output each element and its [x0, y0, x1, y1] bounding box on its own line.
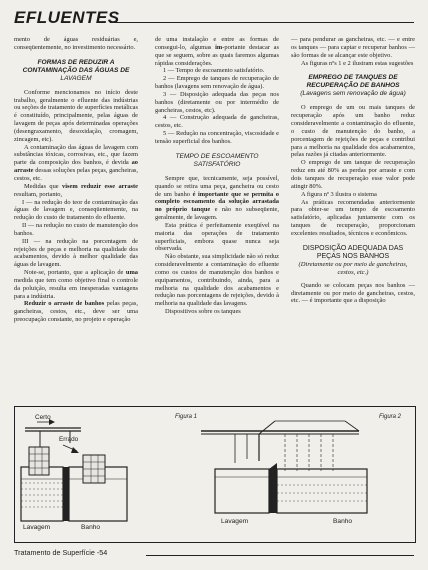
paragraph: Note-se, portanto, que a aplicação de uma medida que tem como objetivo final o controle da poluição, resulta em inesperadas vantagens para a indústria.	[14, 269, 138, 300]
section-title: EFLUENTES	[14, 8, 120, 27]
lavagem-label-2: Lavagem	[221, 518, 249, 525]
fig1-tank-banho	[69, 455, 127, 521]
fig2-tank-banho	[277, 469, 367, 513]
paragraph: A contaminação das águas de lavagem com substâncias tóxicas, corrosivas, etc., que fazem parte da composição dos banhos, é devida ao arraste dessas soluções pelas peças, gancheiras, cestos, etc.	[14, 143, 138, 182]
list-item: 5 — Redução na concentração, viscosidade e tensão superficial dos banhos.	[155, 130, 279, 145]
text-column-2	[155, 36, 279, 316]
list-item: 4 — Construção adequada de gancheiras, cestos, etc.	[155, 114, 279, 130]
footer-text: Tratamento de Superfície -54	[14, 548, 108, 557]
fig2-gancheira	[201, 421, 359, 463]
paragraph: mento de águas residuárias e, conseqüentemente, no investimento necessário.	[14, 36, 138, 51]
certo-label: Certo	[35, 414, 51, 421]
fig2-caption: Figura 2	[379, 414, 402, 420]
text-column-1	[14, 36, 138, 324]
paragraph: Sempre que, tecnicamente, seja possível, quando se retira uma peça, gancheira ou cesto de um banho é importante que se permita o completo escoamento da solução arrastada no próprio tanque e não no subseqüente, geralmente, de lavagem.	[155, 174, 280, 222]
tank-divider	[63, 467, 69, 521]
paragraph: Esta prática é perfeitamente exeqüível na maioria das operações de tratamento superficiais, embora quase nunca seja observada.	[155, 221, 279, 253]
section-subheading: (Diretamente ou por meio de gancheiras, cestos, etc.)	[298, 260, 408, 276]
paragraph: Quando se colocam peças nos banhos — diretamente ou por meio de gancheiras, cestos, etc. — é importante que a disposição	[291, 281, 415, 305]
list-item: II — na redução no custo de manutenção dos banhos.	[14, 222, 138, 237]
section-heading: EMPREGO DE TANQUES DE RECUPERAÇÃO DE BANHOS (Lavagens sem renovação de água)	[300, 74, 406, 98]
fig2-tank-lavagem	[215, 469, 269, 513]
list-item: I — na redução do teor de contaminação das águas de lavagem e, conseqüentemente, na redução do custo de tratamento do efluente.	[14, 198, 138, 222]
list-item: III — na redução na porcentagem de rejeições de peças e melhoria na qualidade dos acabamentos, devido à melhor qualidade das águas de lavagem.	[14, 237, 138, 269]
section-heading: TEMPO DE ESCOAMENTO SATISFATÓRIO	[175, 152, 259, 168]
paragraph: O emprego de um tanque de recuperação reduz em até 80% as perdas por arraste e com dois tanques de recuperação esse valor pode atingir 80%.	[291, 159, 415, 190]
list-item: 1 — Tempo de escoamento satisfatório.	[163, 67, 265, 75]
page-header	[14, 8, 414, 30]
paragraph: As práticas recomendadas anteriormente para obter-se um tempo de escoamento satisfatório, aplicadas juntamente com os tanques de recuperação, proporcionam excelentes resultados, técnicos e econômicos.	[291, 198, 415, 237]
section-heading: FORMAS DE REDUZIR A CONTAMINAÇÃO DAS ÁGUAS DE LAVAGEM	[22, 58, 130, 82]
errado-marker	[63, 445, 79, 453]
errado-label: Errado	[59, 436, 79, 443]
paragraph: Medidas que visem reduzir esse arraste resultam, portanto,	[14, 182, 138, 198]
header-rule	[110, 22, 414, 23]
footer-rule	[146, 555, 414, 556]
fig1-caption: Figura 1	[175, 414, 198, 420]
paragraph: Reduzir o arraste de banhos pelas peças, gancheiras, cestos, etc., deve ser uma preocupação constante, no projeto e operação	[14, 300, 138, 324]
lavagem-label-1: Lavagem	[23, 524, 51, 531]
paragraph: de uma instalação e entre as formas de consegui-lo, algumas im-portante destacar as que se seguem, sobre as quais faremos algumas rápidas considerações.	[155, 36, 279, 67]
fig1-basket	[29, 447, 49, 475]
paragraph: As figuras nºs 1 e 2 ilustram estas sugestões	[301, 59, 414, 67]
figure-panel	[14, 406, 416, 543]
figure-drawing	[15, 407, 415, 542]
drip-tray	[269, 463, 277, 513]
list-item: 2 — Emprego de tanques de recuperação de banhos (lavagens sem renovação de água).	[155, 75, 279, 91]
list-item: 3 — Disposição adequada das peças nos banhos (diretamente ou por intermédio de gancheiras, cestos, etc).	[155, 90, 279, 114]
page-footer	[14, 548, 414, 560]
paragraph: — para pendurar as gancheiras, etc. — e entre os tanques — para captar e recuperar banhos — são formas de se alcançar este objetivo.	[291, 36, 415, 59]
paragraph: A figura nº 3 ilustra o sistema	[301, 190, 377, 198]
paragraph: Conforme mencionamos no início deste trabalho, geralmente o efluente das indústrias ou seções de tratamento de superfícies metálicas é constituído, principalmente, pelas águas de lavagem de peças após determinadas operações (desengraxamento, desoxidação, cromagem, zincagem, etc).	[14, 88, 138, 143]
banho-label-2: Banho	[333, 518, 353, 525]
banho-label-1: Banho	[81, 524, 101, 531]
paragraph: Dispositivos sobre os tanques	[165, 308, 241, 316]
section-heading: DISPOSIÇÃO ADEQUADA DAS PEÇAS NOS BANHOS	[302, 244, 404, 260]
fig2-hooks	[285, 434, 333, 471]
paragraph: O emprego de um ou mais tanques de recuperação após um banho reduz consideravelmente a contaminação do efluente, o custo de manutenção do banho, a porcentagem de rejeições de peças e contribui para a melhoria na qualidade dos acabamentos, pelas razões já citadas anteriormente.	[291, 104, 415, 159]
paragraph: Não obstante, sua simplicidade não só reduz consideravelmente a contaminação do efluente como os custos de manutenção dos banhos e equipamentos, contribuindo, ainda, para a melhoria na qualidade dos acabamentos e redução nas porcentagens de rejeições, devido à melhoria na qualidade das lavagens.	[155, 253, 279, 308]
text-column-3	[291, 36, 415, 305]
